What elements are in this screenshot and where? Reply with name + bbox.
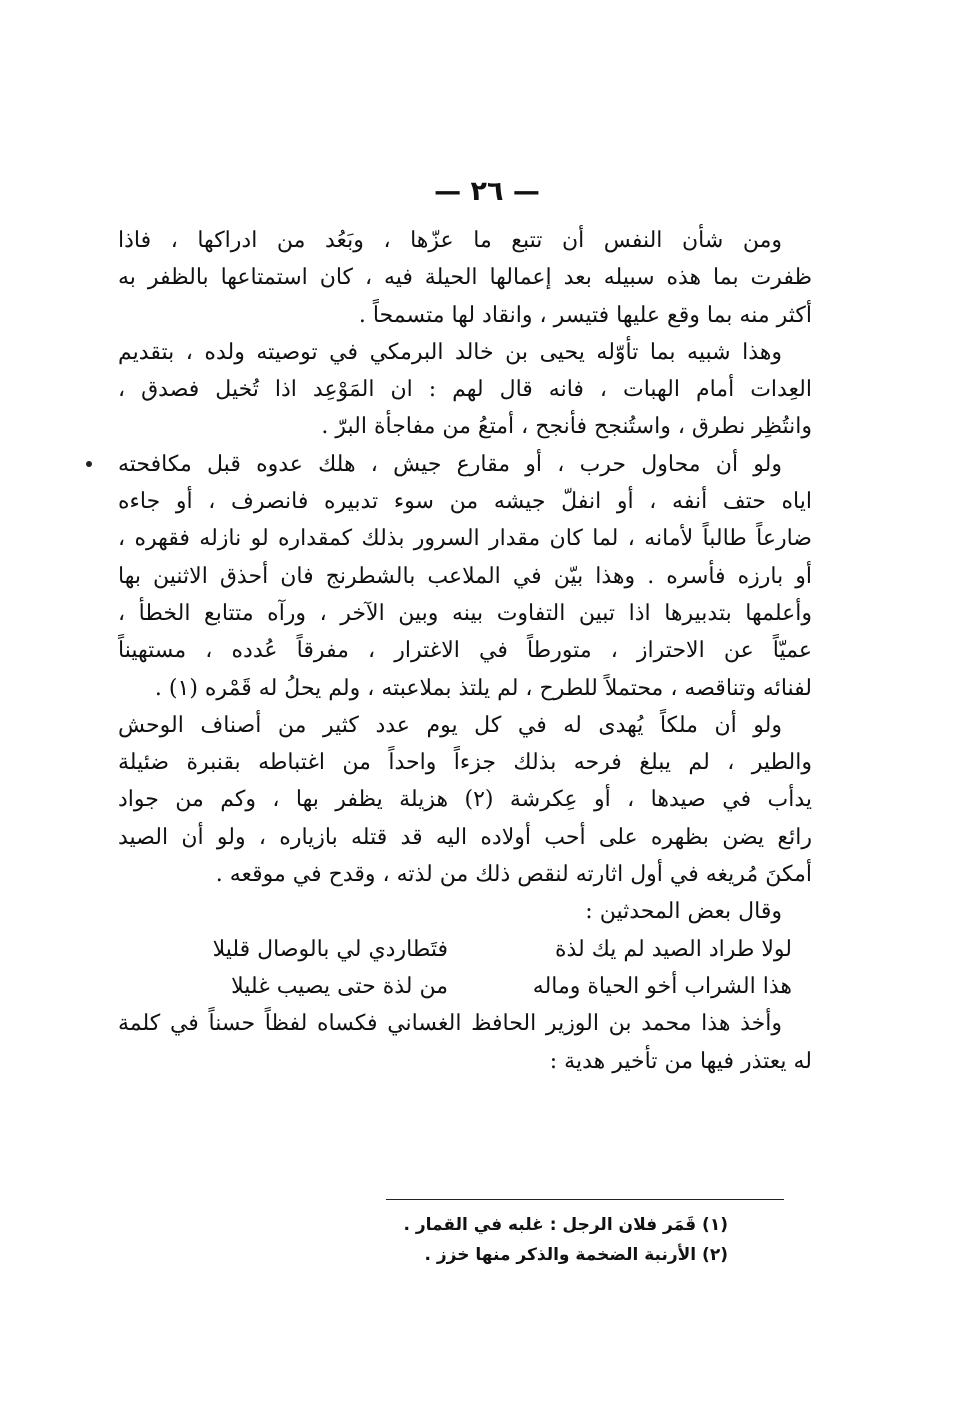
text-line: ضارعاً طالباً لأمانه ، لما كان مقدار السرور بذلك كمقداره لو نازله فقهره ، bbox=[118, 526, 812, 552]
verse-line bbox=[118, 968, 812, 1005]
text-line: وانتُظِر نطرق ، واستُنجح فأنجح ، أمتعُ من مفاجأة البرّ . bbox=[321, 414, 812, 440]
text-line: أو بارزه فأسره . وهذا بيّن في الملاعب بالشطرنج فان أحذق الاثنين بها bbox=[118, 563, 812, 589]
text-line: ولو أن محاول حرب ، أو مقارع جيش ، هلك عدوه قبل مكافحته bbox=[118, 451, 782, 477]
footnotes bbox=[330, 1210, 728, 1270]
text-line: وأعلمها بتدبيرها اذا تبين التفاوت بينه وبين الآخر ، ورآه متتابع الخطأ ، bbox=[118, 600, 812, 626]
text-line: العِدات أمام الهبات ، فانه قال لهم : ان المَوْعِد اذا تُخيل فصدق ، bbox=[118, 377, 812, 403]
text-line: ظفرت بما هذه سبيله بعد إعمالها الحيلة فيه ، كان استمتاعها بالظفر به bbox=[118, 265, 812, 291]
text-line: يدأب في صيدها ، أو عِكرشة (٢) هزيلة يظفر بها ، وكم من جواد bbox=[118, 787, 812, 813]
verse-second-hemistich: فتَطاردي لي بالوصال قليلا bbox=[212, 936, 448, 962]
text-line: وقال بعض المحدثين : bbox=[585, 899, 782, 925]
text-line: والطير ، لم يبلغ فرحه بذلك جزءاً واحداً من اغتباطه بقنبرة ضئيلة bbox=[118, 750, 812, 776]
footnote-divider bbox=[386, 1199, 784, 1200]
text-line: عميّاً عن الاحتراز ، متورطاً في الاغترار ، مفرقاً عُدده ، مستهيناً bbox=[118, 638, 812, 664]
text-line: رائع يضن بظهره على أحب أولاده اليه قد قتله بازياره ، ولو أن الصيد bbox=[118, 824, 812, 850]
verse-first-hemistich: لولا طراد الصيد لم يك لذة bbox=[554, 936, 792, 962]
main-text bbox=[118, 222, 812, 1080]
text-line: أكثر منه بما وقع عليها فتيسر ، وانقاد لها متسمحاً . bbox=[358, 302, 812, 328]
page-number: — ٢٦ — bbox=[434, 176, 540, 207]
text-line: أمكنَ مُريغه في أول اثارته لنقص ذلك من لذته ، وقدح في موقعه . bbox=[215, 862, 812, 888]
margin-dot bbox=[86, 461, 92, 467]
footnote: (٢) الأرنبة الضخمة والذكر منها خزز . bbox=[424, 1245, 728, 1265]
verse-first-hemistich: هذا الشراب أخو الحياة وماله bbox=[532, 973, 792, 999]
text-line: اياه حتف أنفه ، أو انفلّ جيشه من سوء تدبيره فانصرف ، أو جاءه bbox=[118, 489, 812, 515]
footnote: (١) قَمَر فلان الرجل : غلبه في القمار . bbox=[403, 1215, 728, 1235]
verse-line bbox=[118, 931, 812, 968]
text-line: وأخذ هذا محمد بن الوزير الحافظ الغساني فكساه لفظاً حسناً في كلمة bbox=[118, 1011, 783, 1037]
text-line: وهذا شبيه بما تأوّله يحيى بن خالد البرمكي في توصيته ولده ، بتقديم bbox=[118, 339, 782, 365]
verse-second-hemistich: من لذة حتى يصيب غليلا bbox=[231, 973, 448, 999]
text-line: ومن شأن النفس أن تتبع ما عزّها ، وبَعُد من ادراكها ، فاذا bbox=[118, 228, 782, 253]
text-line: له يعتذر فيها من تأخير هدية : bbox=[549, 1048, 812, 1074]
text-line: لفنائه وتناقصه ، محتملاً للطرح ، لم يلتذ بملاعبته ، ولم يحلُ له قَمْره (١) . bbox=[154, 675, 812, 701]
text-line: ولو أن ملكاً يُهدى له في كل يوم عدد كثير من أصناف الوحش bbox=[118, 712, 782, 738]
